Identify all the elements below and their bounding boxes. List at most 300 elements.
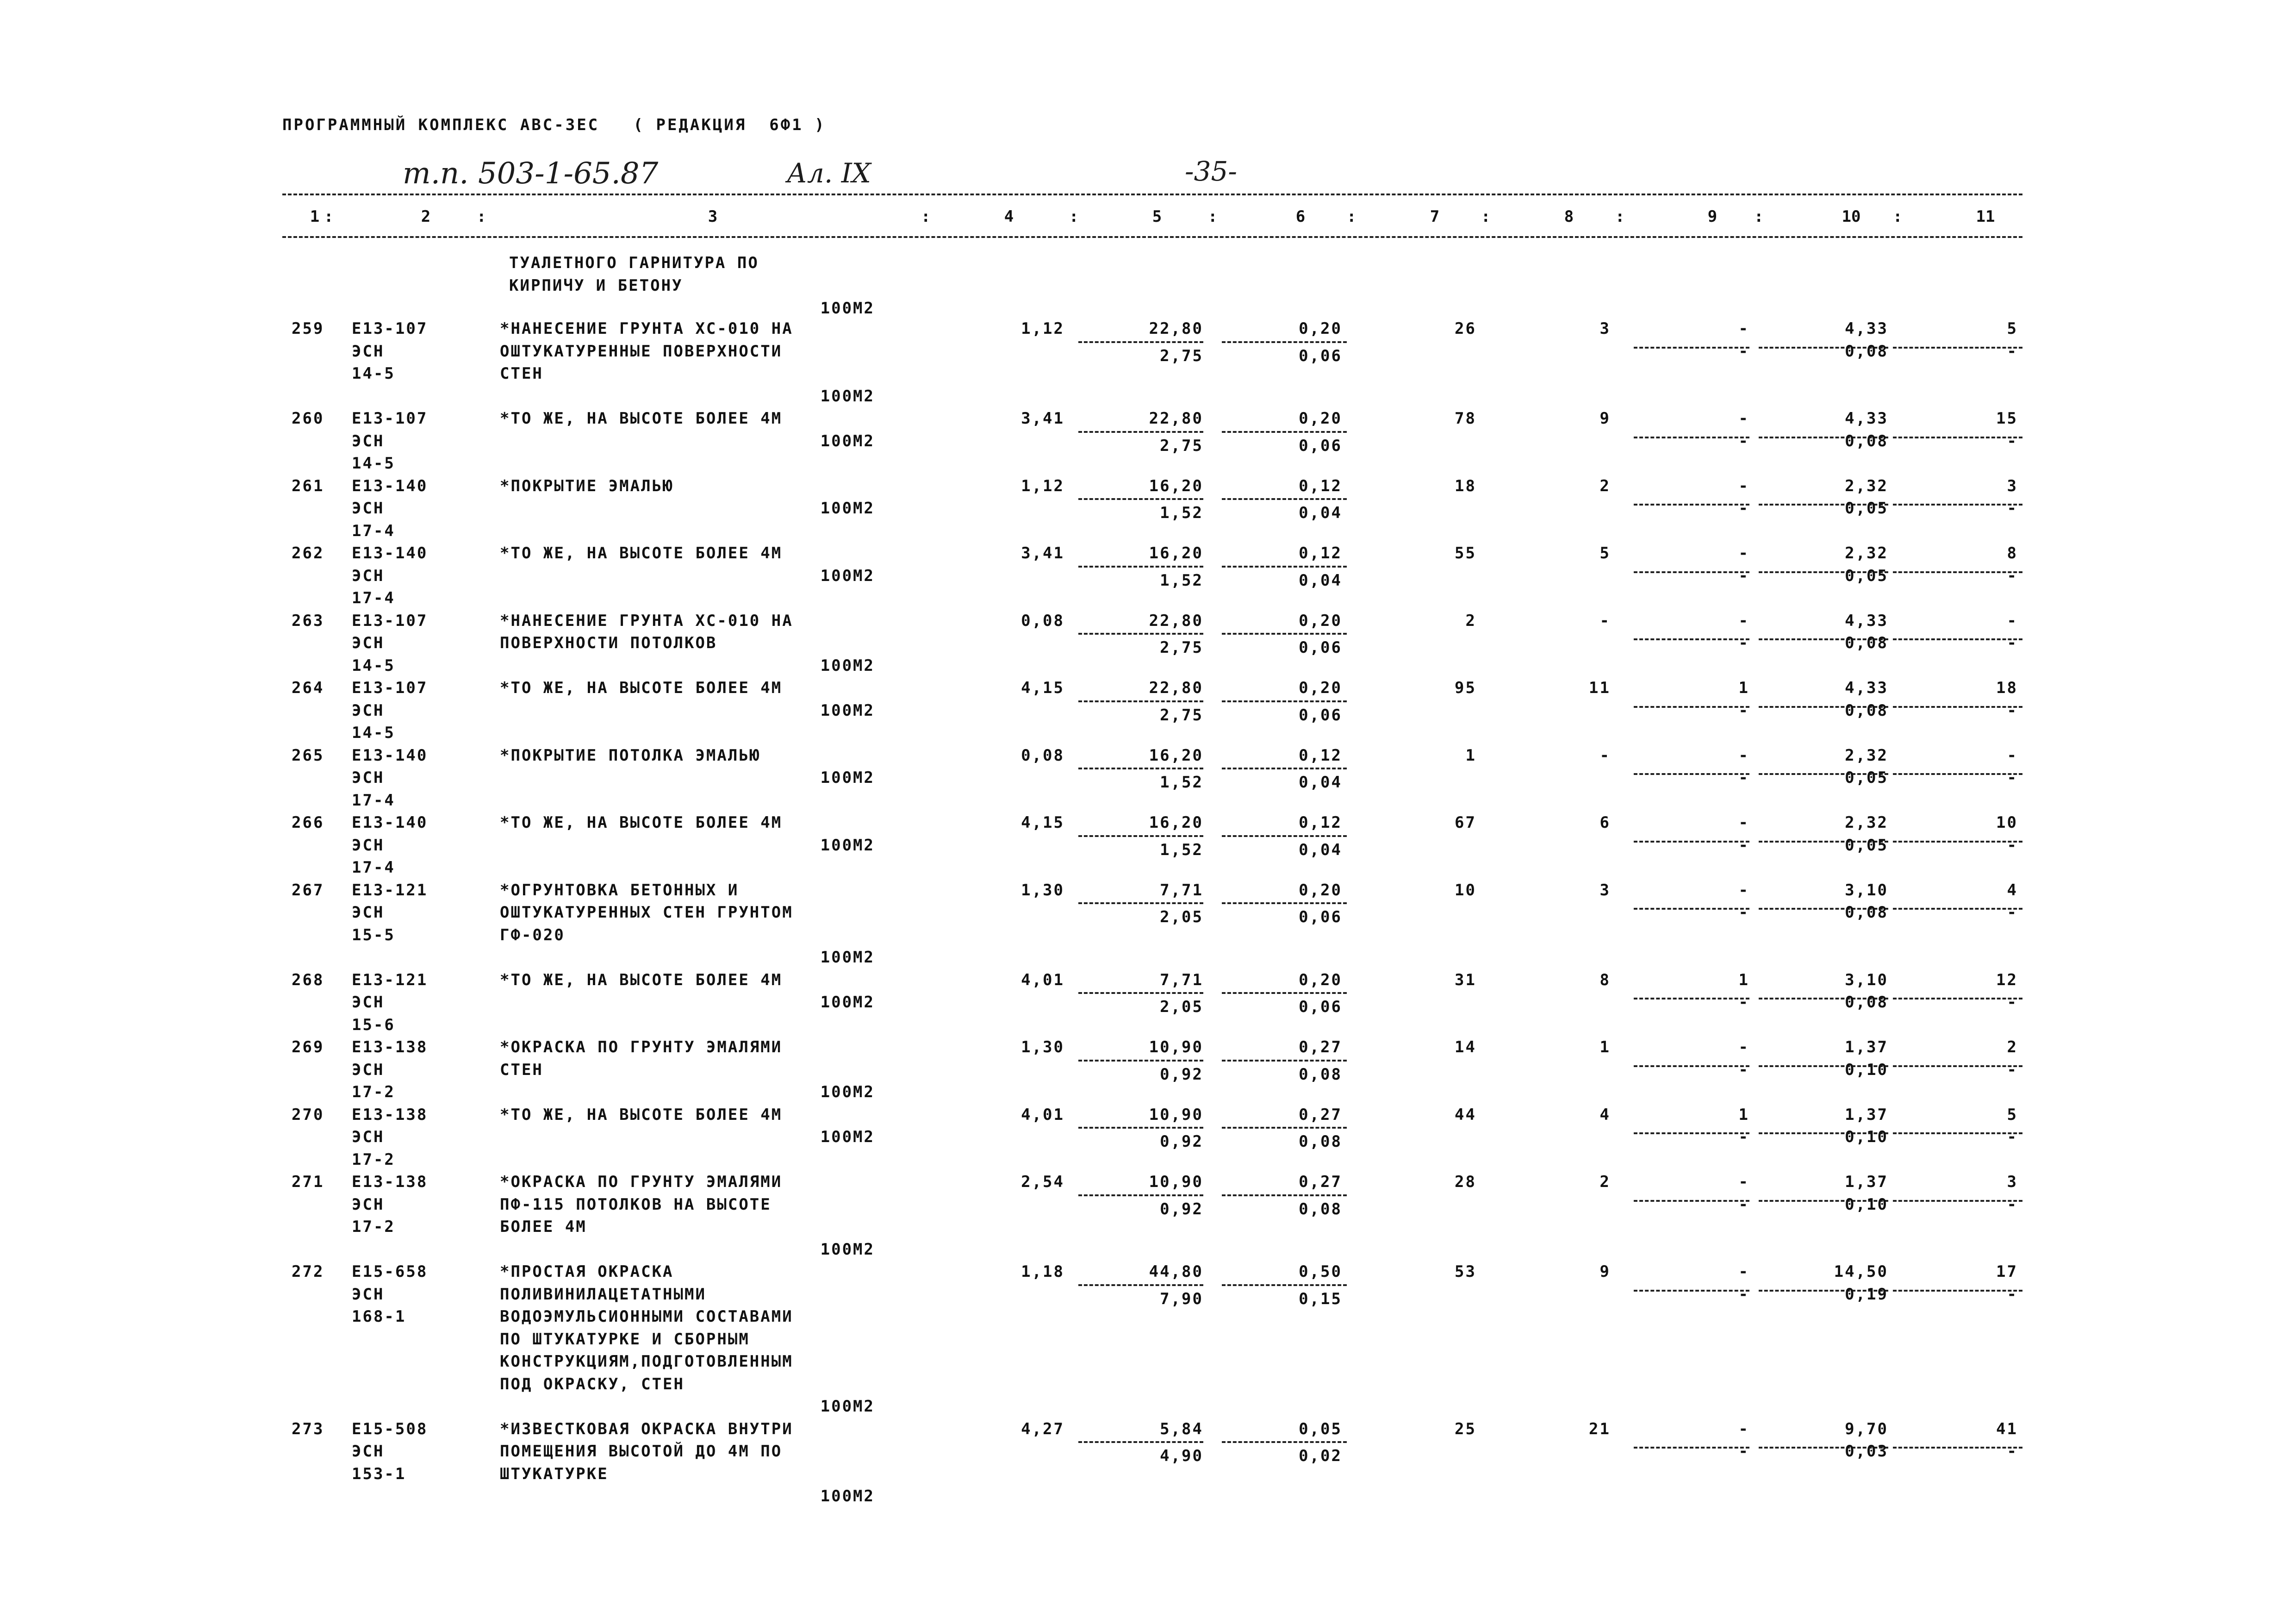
subtotal-rule <box>1222 566 1347 568</box>
unit-cost-value: 0,20 <box>1299 679 1342 697</box>
norm-code: Е13-138 <box>352 1173 428 1191</box>
norm-reference: 15-5 <box>352 925 395 944</box>
total-cost-value: - <box>1738 611 1749 630</box>
unit-cost-value: 0,20 <box>1299 611 1342 630</box>
subtotal-rule <box>1078 1284 1203 1286</box>
wage-value: 0,08 <box>1299 1132 1342 1151</box>
wage-value: - <box>2007 431 2018 450</box>
total-cost-value: - <box>1738 881 1749 899</box>
norm-code: Е13-107 <box>352 679 428 697</box>
unit-label: 100М2 <box>820 431 875 450</box>
quantity-value: 4,01 <box>1021 970 1064 989</box>
subtotal-rule <box>1078 768 1203 769</box>
unit-cost-value: 0,27 <box>1299 1105 1342 1124</box>
unit-cost-value: 0,20 <box>1299 409 1342 428</box>
row-number: 269 <box>292 1038 324 1056</box>
norm-code: Е13-121 <box>352 970 428 989</box>
norm-reference: 15-6 <box>352 1015 395 1034</box>
norm-code: Е13-140 <box>352 476 428 495</box>
program-header: ПРОГРАММНЫЙ КОМПЛЕКС АВС-ЗЕС ( РЕДАКЦИЯ 6Ф1 ) <box>282 116 826 134</box>
norm-source: ЭСН <box>352 342 385 361</box>
work-description: ПО ШТУКАТУРКЕ И СБОРНЫМ <box>500 1330 750 1349</box>
subtotal-rule <box>1078 902 1203 904</box>
total-cost-value: 2,32 <box>1845 476 1888 495</box>
norm-reference: 17-4 <box>352 521 395 540</box>
quantity-value: 4,15 <box>1021 679 1064 697</box>
total-cost-value: 3 <box>1599 881 1611 899</box>
total-cost-value: - <box>1738 1173 1749 1191</box>
row-number: 266 <box>292 813 324 832</box>
total-cost-value: - <box>1738 1038 1749 1056</box>
norm-code: Е13-138 <box>352 1038 428 1056</box>
total-cost-value: 9,70 <box>1845 1419 1888 1438</box>
unit-cost-value: 16,20 <box>1149 746 1203 765</box>
norm-code: Е13-140 <box>352 746 428 765</box>
row-number: 264 <box>292 679 324 697</box>
quantity-value: 0,08 <box>1021 746 1064 765</box>
row-number: 259 <box>292 319 324 338</box>
wage-value: 7,90 <box>1160 1289 1203 1308</box>
wage-value: 1,52 <box>1160 840 1203 859</box>
unit-cost-value: 5,84 <box>1160 1419 1203 1438</box>
quantity-value: 1,12 <box>1021 476 1064 495</box>
unit-cost-value: 0,27 <box>1299 1038 1342 1056</box>
wage-value: 0,03 <box>1845 1442 1888 1461</box>
unit-label: 100М2 <box>820 499 875 518</box>
wage-value: 0,06 <box>1299 908 1342 926</box>
work-description: *ПОКРЫТИЕ ПОТОЛКА ЭМАЛЬЮ <box>500 746 761 765</box>
norm-source: ЭСН <box>352 836 385 855</box>
wage-value: 0,92 <box>1160 1065 1203 1084</box>
total-cost-value: 4 <box>2007 881 2018 899</box>
wage-value: 0,08 <box>1845 903 1888 922</box>
total-cost-value: 2 <box>1599 476 1611 495</box>
wage-value: 0,05 <box>1845 566 1888 585</box>
unit-label: 100М2 <box>820 1240 875 1259</box>
total-cost-value: 15 <box>1996 409 2018 428</box>
subtotal-rule <box>1078 431 1203 433</box>
subtotal-rule <box>1222 1284 1347 1286</box>
work-description: *ПОКРЫТИЕ ЭМАЛЬЮ <box>500 476 674 495</box>
total-cost-value: - <box>1738 1419 1749 1438</box>
subtotal-rule <box>1078 992 1203 994</box>
work-description: *ТО ЖЕ, НА ВЫСОТЕ БОЛЕЕ 4М <box>500 544 783 562</box>
unit-cost-value: 22,80 <box>1149 319 1203 338</box>
unit-label: 100М2 <box>820 387 875 406</box>
wage-value: 0,06 <box>1299 436 1342 455</box>
norm-code: Е13-107 <box>352 319 428 338</box>
wage-value: 0,92 <box>1160 1199 1203 1218</box>
total-cost-value: 25 <box>1455 1419 1476 1438</box>
work-description: ПОВЕРХНОСТИ ПОТОЛКОВ <box>500 634 717 652</box>
wage-value: 0,04 <box>1299 840 1342 859</box>
row-number: 263 <box>292 611 324 630</box>
norm-source: ЭСН <box>352 566 385 585</box>
subtotal-rule <box>1078 498 1203 500</box>
unit-label: 100М2 <box>820 993 875 1012</box>
total-cost-value: - <box>1599 746 1611 765</box>
page-number: -35- <box>1185 156 1237 187</box>
work-description: ОШТУКАТУРЕННЫЕ ПОВЕРХНОСТИ <box>500 342 783 361</box>
row-number: 270 <box>292 1105 324 1124</box>
wage-value: - <box>2007 993 2018 1012</box>
wage-value: 0,15 <box>1299 1289 1342 1308</box>
wage-value: 0,08 <box>1845 993 1888 1012</box>
work-description: КОНСТРУКЦИЯМ,ПОДГОТОВЛЕННЫМ <box>500 1352 793 1371</box>
subtotal-rule <box>1222 498 1347 500</box>
unit-cost-value: 0,12 <box>1299 544 1342 562</box>
wage-value: - <box>2007 499 2018 518</box>
total-cost-value: 14,50 <box>1834 1262 1888 1281</box>
work-description: *ТО ЖЕ, НА ВЫСОТЕ БОЛЕЕ 4М <box>500 409 783 428</box>
norm-code: Е13-138 <box>352 1105 428 1124</box>
work-description: *ТО ЖЕ, НА ВЫСОТЕ БОЛЕЕ 4М <box>500 1105 783 1124</box>
total-cost-value: 1 <box>1738 970 1749 989</box>
wage-value: 0,04 <box>1299 773 1342 792</box>
column-separator: : <box>324 207 334 226</box>
unit-cost-value: 22,80 <box>1149 611 1203 630</box>
column-separator: : <box>1069 207 1079 226</box>
work-description: *НАНЕСЕНИЕ ГРУНТА ХС-010 НА <box>500 319 793 338</box>
total-cost-value: 1 <box>1738 1105 1749 1124</box>
wage-value: 0,06 <box>1299 998 1342 1016</box>
column-separator: : <box>1615 207 1625 226</box>
work-description: ПОМЕЩЕНИЯ ВЫСОТОЙ ДО 4М ПО <box>500 1442 783 1461</box>
wage-value: 1,52 <box>1160 571 1203 590</box>
work-description: ГФ-020 <box>500 925 565 944</box>
wage-value: - <box>2007 836 2018 855</box>
total-cost-value: - <box>2007 746 2018 765</box>
wage-value: 2,75 <box>1160 346 1203 365</box>
norm-reference: 17-2 <box>352 1218 395 1236</box>
handwritten-album: Ал. IX <box>787 157 871 189</box>
norm-source: ЭСН <box>352 431 385 450</box>
column-number: 4 <box>1004 207 1014 226</box>
wage-value: - <box>1738 993 1749 1012</box>
quantity-value: 1,30 <box>1021 1038 1064 1056</box>
total-cost-value: 5 <box>2007 1105 2018 1124</box>
total-cost-value: - <box>1599 611 1611 630</box>
norm-source: ЭСН <box>352 1060 385 1079</box>
work-description: ПОЛИВИНИЛАЦЕТАТНЫМИ <box>500 1285 706 1304</box>
row-number: 271 <box>292 1173 324 1191</box>
wage-value: - <box>1738 634 1749 652</box>
work-description: *ТО ЖЕ, НА ВЫСОТЕ БОЛЕЕ 4М <box>500 679 783 697</box>
unit-cost-value: 0,20 <box>1299 970 1342 989</box>
work-description: *ТО ЖЕ, НА ВЫСОТЕ БОЛЕЕ 4М <box>500 813 783 832</box>
total-cost-value: 18 <box>1996 679 2018 697</box>
wage-value: - <box>1738 499 1749 518</box>
wage-value: 0,06 <box>1299 638 1342 657</box>
total-cost-value: 4,33 <box>1845 409 1888 428</box>
column-separator: : <box>1347 207 1356 226</box>
total-cost-value: 1 <box>1738 679 1749 697</box>
unit-label: 100М2 <box>820 566 875 585</box>
unit-label: 100М2 <box>820 1128 875 1146</box>
total-cost-value: 1,37 <box>1845 1038 1888 1056</box>
norm-code: Е13-140 <box>352 813 428 832</box>
norm-code: Е15-508 <box>352 1419 428 1438</box>
norm-source: ЭСН <box>352 499 385 518</box>
norm-reference: 14-5 <box>352 364 395 383</box>
total-cost-value: 10 <box>1996 813 2018 832</box>
wage-value: 0,19 <box>1845 1285 1888 1304</box>
subtotal-rule <box>1078 835 1203 837</box>
wage-value: 2,05 <box>1160 908 1203 926</box>
work-description: *ОКРАСКА ПО ГРУНТУ ЭМАЛЯМИ <box>500 1038 783 1056</box>
unit-cost-value: 10,90 <box>1149 1173 1203 1191</box>
table-top-rule <box>282 194 2022 195</box>
norm-code: Е13-107 <box>352 611 428 630</box>
wage-value: - <box>1738 768 1749 787</box>
unit-label: 100М2 <box>820 1487 875 1505</box>
total-cost-value: 3 <box>2007 476 2018 495</box>
total-cost-value: 9 <box>1599 1262 1611 1281</box>
total-cost-value: 1 <box>1465 746 1476 765</box>
total-cost-value: - <box>1738 1262 1749 1281</box>
total-cost-value: 31 <box>1455 970 1476 989</box>
wage-value: 1,52 <box>1160 773 1203 792</box>
norm-reference: 168-1 <box>352 1307 406 1326</box>
subtotal-rule <box>1222 1127 1347 1129</box>
wage-value: 2,75 <box>1160 706 1203 725</box>
subtotal-rule <box>1078 341 1203 343</box>
unit-cost-value: 22,80 <box>1149 409 1203 428</box>
work-description: *ОКРАСКА ПО ГРУНТУ ЭМАЛЯМИ <box>500 1173 783 1191</box>
row-number: 272 <box>292 1262 324 1281</box>
total-cost-value: 2 <box>2007 1038 2018 1056</box>
total-cost-value: 4,33 <box>1845 611 1888 630</box>
unit-cost-value: 7,71 <box>1160 970 1203 989</box>
total-cost-value: 3,10 <box>1845 970 1888 989</box>
unit-cost-value: 0,12 <box>1299 813 1342 832</box>
wage-value: - <box>2007 342 2018 361</box>
quantity-value: 4,27 <box>1021 1419 1064 1438</box>
total-cost-value: 28 <box>1455 1173 1476 1191</box>
subtotal-rule <box>1222 431 1347 433</box>
subtotal-rule <box>1222 902 1347 904</box>
total-cost-value: 67 <box>1455 813 1476 832</box>
unit-cost-value: 16,20 <box>1149 813 1203 832</box>
wage-value: - <box>1738 1060 1749 1079</box>
column-number: 9 <box>1707 207 1717 226</box>
norm-source: ЭСН <box>352 1442 385 1461</box>
total-cost-value: - <box>1738 746 1749 765</box>
wage-value: 2,05 <box>1160 998 1203 1016</box>
norm-reference: 17-2 <box>352 1150 395 1169</box>
wage-value: 0,08 <box>1845 342 1888 361</box>
unit-cost-value: 0,50 <box>1299 1262 1342 1281</box>
total-cost-value: 3,10 <box>1845 881 1888 899</box>
total-cost-value: 2 <box>1465 611 1476 630</box>
subtotal-rule <box>1078 1060 1203 1062</box>
quantity-value: 0,08 <box>1021 611 1064 630</box>
column-number: 3 <box>708 207 718 226</box>
column-separator: : <box>1893 207 1903 226</box>
norm-source: ЭСН <box>352 903 385 922</box>
wage-value: 0,92 <box>1160 1132 1203 1151</box>
total-cost-value: 1 <box>1599 1038 1611 1056</box>
subtotal-rule <box>1222 1441 1347 1443</box>
total-cost-value: 11 <box>1589 679 1611 697</box>
column-separator: : <box>1481 207 1491 226</box>
unit-cost-value: 22,80 <box>1149 679 1203 697</box>
total-cost-value: 14 <box>1455 1038 1476 1056</box>
work-description: ОШТУКАТУРЕННЫХ СТЕН ГРУНТОМ <box>500 903 793 922</box>
table-header-rule <box>282 236 2022 238</box>
norm-code: Е13-140 <box>352 544 428 562</box>
wage-value: 0,05 <box>1845 768 1888 787</box>
wage-value: 2,75 <box>1160 436 1203 455</box>
unit-label: 100М2 <box>820 299 875 318</box>
wage-value: - <box>1738 1442 1749 1461</box>
wage-value: - <box>2007 1442 2018 1461</box>
wage-value: 1,52 <box>1160 504 1203 522</box>
total-cost-value: 95 <box>1455 679 1476 697</box>
column-number: 5 <box>1152 207 1162 226</box>
norm-source: ЭСН <box>352 1128 385 1146</box>
work-description: *НАНЕСЕНИЕ ГРУНТА ХС-010 НА <box>500 611 793 630</box>
total-cost-value: 4,33 <box>1845 679 1888 697</box>
total-cost-value: 3 <box>1599 319 1611 338</box>
quantity-value: 1,30 <box>1021 881 1064 899</box>
total-cost-value: 6 <box>1599 813 1611 832</box>
unit-cost-value: 7,71 <box>1160 881 1203 899</box>
quantity-value: 3,41 <box>1021 544 1064 562</box>
norm-source: ЭСН <box>352 701 385 720</box>
row-number: 262 <box>292 544 324 562</box>
work-description: ВОДОЭМУЛЬСИОННЫМИ СОСТАВАМИ <box>500 1307 793 1326</box>
subtotal-rule <box>1078 700 1203 702</box>
wage-value: 0,08 <box>1845 701 1888 720</box>
wage-value: 0,08 <box>1299 1199 1342 1218</box>
norm-reference: 17-2 <box>352 1083 395 1101</box>
unit-label: 100М2 <box>820 701 875 720</box>
wage-value: - <box>2007 1128 2018 1146</box>
wage-value: - <box>1738 1195 1749 1214</box>
wage-value: - <box>2007 1060 2018 1079</box>
row-number: 268 <box>292 970 324 989</box>
subtotal-rule <box>1078 566 1203 568</box>
unit-label: 100М2 <box>820 948 875 967</box>
subtotal-rule <box>1078 1127 1203 1129</box>
column-number: 11 <box>1976 207 1995 226</box>
wage-value: 0,05 <box>1845 836 1888 855</box>
wage-value: - <box>1738 903 1749 922</box>
total-cost-value: 18 <box>1455 476 1476 495</box>
handwritten-project-code: т.п. 503-1-65.87 <box>403 156 659 191</box>
total-cost-value: 9 <box>1599 409 1611 428</box>
norm-reference: 14-5 <box>352 724 395 742</box>
norm-reference: 14-5 <box>352 656 395 675</box>
total-cost-value: - <box>1738 544 1749 562</box>
wage-value: 0,08 <box>1845 431 1888 450</box>
row-number: 273 <box>292 1419 324 1438</box>
subtotal-rule <box>1078 1441 1203 1443</box>
unit-cost-value: 44,80 <box>1149 1262 1203 1281</box>
wage-value: 0,02 <box>1299 1447 1342 1465</box>
unit-cost-value: 16,20 <box>1149 544 1203 562</box>
total-cost-value: 41 <box>1996 1419 2018 1438</box>
wage-value: - <box>2007 1285 2018 1304</box>
wage-value: - <box>1738 1285 1749 1304</box>
norm-reference: 17-4 <box>352 858 395 877</box>
column-number: 1 <box>310 207 320 226</box>
row-number: 265 <box>292 746 324 765</box>
wage-value: - <box>1738 566 1749 585</box>
wage-value: 2,75 <box>1160 638 1203 657</box>
norm-reference: 153-1 <box>352 1464 406 1483</box>
total-cost-value: 1,37 <box>1845 1173 1888 1191</box>
norm-source: ЭСН <box>352 1195 385 1214</box>
total-cost-value: 5 <box>1599 544 1611 562</box>
total-cost-value: - <box>1738 476 1749 495</box>
intro-text-line: КИРПИЧУ И БЕТОНУ <box>509 276 683 295</box>
work-description: *ОГРУНТОВКА БЕТОННЫХ И <box>500 881 739 899</box>
total-cost-value: 2 <box>1599 1173 1611 1191</box>
unit-cost-value: 10,90 <box>1149 1038 1203 1056</box>
unit-cost-value: 0,20 <box>1299 319 1342 338</box>
subtotal-rule <box>1078 1194 1203 1196</box>
total-cost-value: 4,33 <box>1845 319 1888 338</box>
row-number: 260 <box>292 409 324 428</box>
total-cost-value: - <box>1738 409 1749 428</box>
wage-value: - <box>1738 701 1749 720</box>
wage-value: 0,10 <box>1845 1128 1888 1146</box>
column-number: 10 <box>1842 207 1861 226</box>
wage-value: - <box>2007 1195 2018 1214</box>
total-cost-value: 2,32 <box>1845 544 1888 562</box>
total-cost-value: - <box>1738 319 1749 338</box>
unit-cost-value: 0,05 <box>1299 1419 1342 1438</box>
quantity-value: 4,01 <box>1021 1105 1064 1124</box>
wage-value: - <box>1738 431 1749 450</box>
wage-value: 0,05 <box>1845 499 1888 518</box>
row-number: 267 <box>292 881 324 899</box>
unit-label: 100М2 <box>820 656 875 675</box>
wage-value: 0,04 <box>1299 504 1342 522</box>
column-number: 2 <box>421 207 431 226</box>
subtotal-rule <box>1222 700 1347 702</box>
total-cost-value: 1,37 <box>1845 1105 1888 1124</box>
total-cost-value: 55 <box>1455 544 1476 562</box>
total-cost-value: 44 <box>1455 1105 1476 1124</box>
wage-value: 0,08 <box>1845 634 1888 652</box>
total-cost-value: 78 <box>1455 409 1476 428</box>
unit-cost-value: 0,20 <box>1299 881 1342 899</box>
quantity-value: 4,15 <box>1021 813 1064 832</box>
total-cost-value: 53 <box>1455 1262 1476 1281</box>
row-number: 261 <box>292 476 324 495</box>
total-cost-value: 10 <box>1455 881 1476 899</box>
norm-reference: 14-5 <box>352 454 395 473</box>
wage-value: 0,06 <box>1299 346 1342 365</box>
wage-value: - <box>1738 836 1749 855</box>
total-cost-value: 3 <box>2007 1173 2018 1191</box>
norm-source: ЭСН <box>352 993 385 1012</box>
total-cost-value: - <box>1738 813 1749 832</box>
column-number: 8 <box>1564 207 1574 226</box>
work-description: *ИЗВЕСТКОВАЯ ОКРАСКА ВНУТРИ <box>500 1419 793 1438</box>
total-cost-value: 4 <box>1599 1105 1611 1124</box>
column-separator: : <box>1754 207 1764 226</box>
quantity-value: 2,54 <box>1021 1173 1064 1191</box>
norm-source: ЭСН <box>352 768 385 787</box>
subtotal-rule <box>1078 633 1203 635</box>
total-cost-value: 8 <box>1599 970 1611 989</box>
wage-value: 0,10 <box>1845 1060 1888 1079</box>
column-separator: : <box>477 207 486 226</box>
